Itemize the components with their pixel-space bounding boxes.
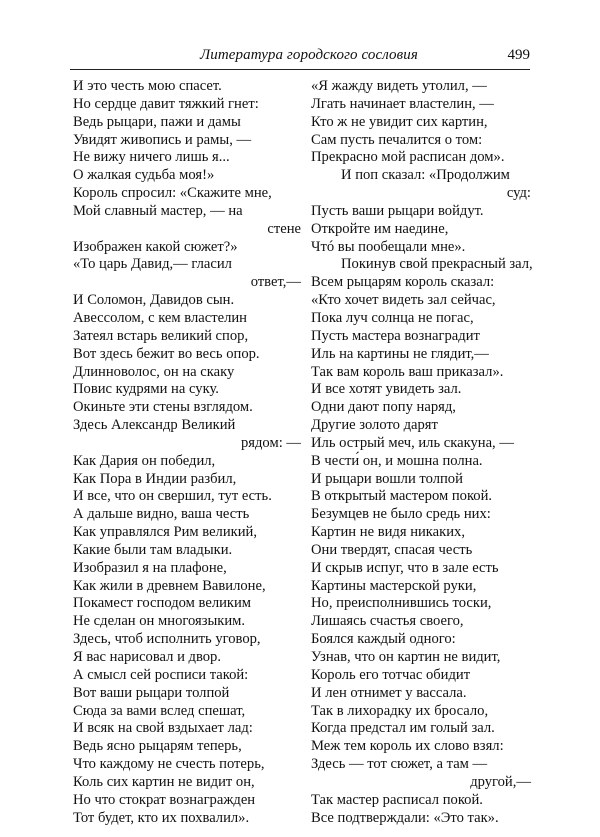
verse-line: Я вас нарисовал и двор. <box>73 649 222 665</box>
verse-line: И лен отнимет у вассала. <box>311 684 467 701</box>
verse-line: Коль сих картин не видит он, <box>73 773 255 790</box>
verse-line: И это честь мою спасет. <box>73 78 222 94</box>
verse-line: Здесь, чтоб исполнить уговор, <box>73 631 261 648</box>
verse-line: Здесь — тот сюжет, а там — <box>311 756 488 773</box>
verse-line: Вот здесь бежит во весь опор. <box>73 345 260 362</box>
verse-line: Узнав, что он картин не видит, <box>311 649 501 665</box>
verse-line: Прекрасно мой расписан дом». <box>311 149 505 166</box>
verse-line: Пусть ваши рыцари войдут. <box>311 202 484 219</box>
verse-line: суд: <box>506 185 531 202</box>
verse-line: Безумцев не было средь них: <box>311 506 491 523</box>
running-title: Литература городского сословия <box>200 47 418 63</box>
page-number: 499 <box>507 47 530 63</box>
verse-line: Увидят живопись и рамы, — <box>73 131 252 148</box>
verse-line: другой,— <box>470 773 531 790</box>
verse-line: Так в лихорадку их бросало, <box>311 702 489 719</box>
verse-line: Но что стократ вознагражден <box>73 791 256 808</box>
verse-line: Одни дают попу наряд, <box>311 399 456 416</box>
verse-line: Покамест господом великим <box>73 595 252 612</box>
verse-line: Повис кудрями на суку. <box>73 381 219 398</box>
verse-line: Изобразил я на плафоне, <box>73 559 227 576</box>
verse-line: «Кто хочет видеть зал сейчас, <box>311 292 496 309</box>
verse-line: И все, что он свершил, тут есть. <box>73 488 272 505</box>
verse-line: Так мастер расписал покой. <box>311 791 483 808</box>
verse-line: Чтó вы пообещали мне». <box>311 238 466 255</box>
verse-line: Изображен какой сюжет?» <box>73 238 238 255</box>
verse-line: Король спросил: «Скажите мне, <box>73 185 272 202</box>
verse-line: Всем рыцарям король сказал: <box>311 274 495 291</box>
verse-line: А дальше видно, ваша честь <box>73 506 250 523</box>
verse-line: Как жили в древнем Вавилоне, <box>73 577 266 594</box>
verse-line: И рыцари вошли толпой <box>311 470 463 487</box>
verse-line: Так вам король ваш приказал». <box>311 363 504 380</box>
page-header <box>70 47 530 67</box>
verse-line: Но сердце давит тяжкий гнет: <box>73 95 259 112</box>
verse-line: Не вижу ничего лишь я... <box>73 149 230 166</box>
verse-line: Сам пусть печалится о том: <box>311 131 483 148</box>
verse-line: Как Пора в Индии разбил, <box>73 470 237 487</box>
verse-line: стене <box>267 220 301 237</box>
verse-line: Сюда за вами вслед спешат, <box>73 702 246 719</box>
verse-line: И скрыв испуг, что в зале есть <box>311 559 499 576</box>
header-rule <box>70 69 530 70</box>
verse-line: Здесь Александр Великий <box>73 417 236 434</box>
verse-line: Откройте им наедине, <box>311 220 449 237</box>
verse-line: Лгать начинает властелин, — <box>311 95 494 112</box>
verse-line: Лишаясь счастья своего, <box>311 613 464 630</box>
verse-line: Ведь рыцари, пажи и дамы <box>73 113 241 130</box>
verse-line: Картин не видя никаких, <box>311 524 466 541</box>
left-text-column <box>73 78 301 827</box>
verse-line: И Соломон, Давидов сын. <box>73 292 235 309</box>
verse-line: Длинноволос, он на скаку <box>73 363 235 380</box>
verse-line: Тот будет, кто их похвалил». <box>73 809 250 826</box>
verse-line: В открытый мастером покой. <box>311 488 493 505</box>
verse-line: Ведь ясно рыцарям теперь, <box>73 738 242 755</box>
verse-line: рядом: — <box>241 434 301 451</box>
verse-line: «То царь Давид,— гласил <box>73 256 232 273</box>
verse-line: Покинув свой прекрасный зал, <box>341 256 533 273</box>
verse-line: Не сделан он многоязыким. <box>73 613 246 630</box>
verse-line: О жалкая судьба моя!» <box>73 167 215 184</box>
verse-line: И все хотят увидеть зал. <box>311 381 462 398</box>
verse-line: ответ,— <box>250 274 301 291</box>
verse-line: Они твердят, спасая честь <box>311 541 473 558</box>
verse-line: А смысл сей росписи такой: <box>73 666 249 683</box>
verse-line: Картины мастерской руки, <box>311 577 477 594</box>
right-text-column <box>311 78 531 827</box>
verse-line: Авессолом, с кем властелин <box>73 309 247 326</box>
verse-line: И поп сказал: «Продолжим <box>341 167 510 184</box>
verse-line: И всяк на свой вздыхает лад: <box>73 720 253 737</box>
verse-line: Что каждому не счесть потерь, <box>73 756 265 773</box>
verse-line: Затеял встарь великий спор, <box>73 327 249 344</box>
verse-line: Вот ваши рыцари толпой <box>73 684 230 701</box>
verse-line: Иль острый меч, иль скакуна, — <box>311 434 514 451</box>
verse-line: «Я жажду видеть утолил, — <box>311 78 487 94</box>
verse-line: Пусть мастера вознаградит <box>311 327 480 344</box>
verse-line: Какие были там владыки. <box>73 541 233 558</box>
verse-line: В чести́ он, и мошна полна. <box>311 452 483 469</box>
verse-line: Как Дария он победил, <box>73 452 216 469</box>
verse-line: Иль на картины не глядит,— <box>311 345 489 362</box>
verse-line: Король его тотчас обидит <box>311 666 471 683</box>
verse-line: Меж тем король их слово взял: <box>311 738 504 755</box>
verse-line: Боялся каждый одного: <box>311 631 456 648</box>
verse-line: Все подтверждали: «Это так». <box>311 809 499 826</box>
verse-line: Кто ж не увидит сих картин, <box>311 113 488 130</box>
verse-line: Мой славный мастер, — на <box>73 202 243 219</box>
verse-line: Окиньте эти стены взглядом. <box>73 399 253 416</box>
verse-line: Другие золото дарят <box>311 417 438 434</box>
verse-line: Пока луч солнца не погас, <box>311 309 474 326</box>
verse-line: Когда предстал им голый зал. <box>311 720 495 737</box>
verse-line: Но, преисполнившись тоски, <box>311 595 492 612</box>
verse-line: Как управлялся Рим великий, <box>73 524 257 541</box>
